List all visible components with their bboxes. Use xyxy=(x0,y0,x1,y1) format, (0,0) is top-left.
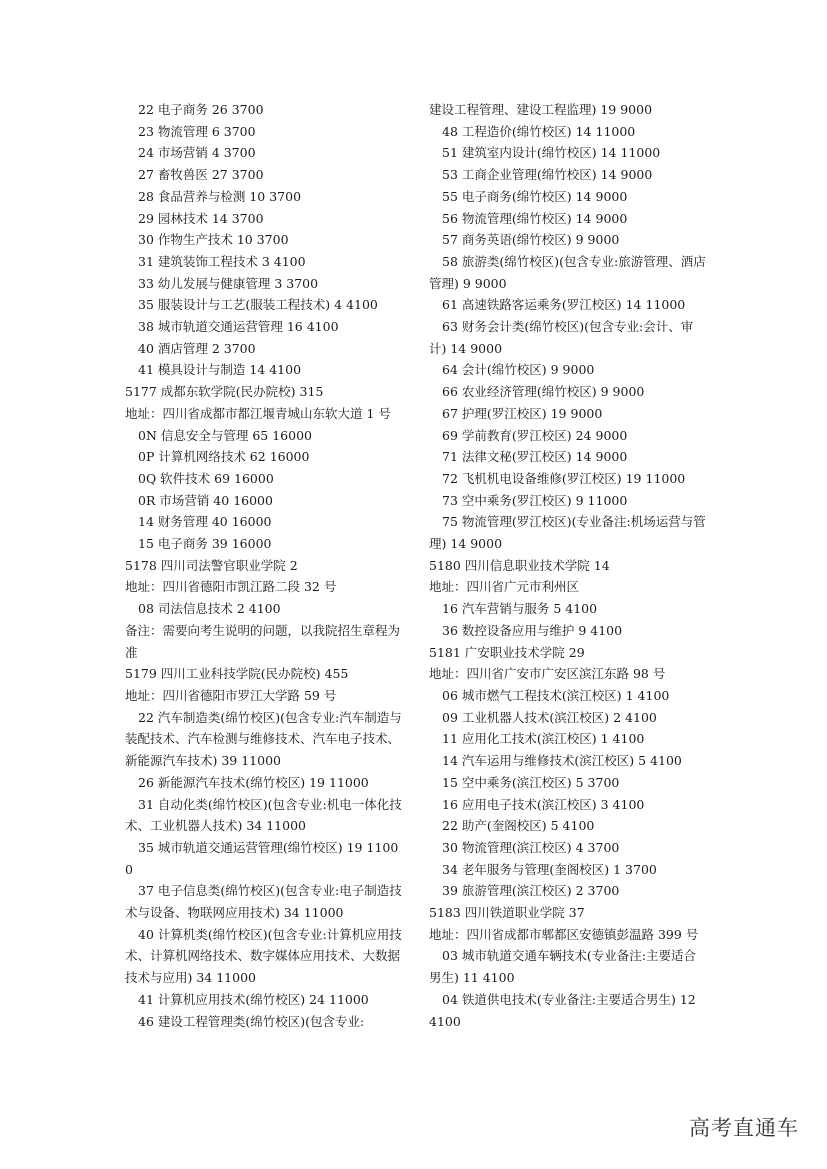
list-item: 建设工程管理、建设工程监理) 19 9000 xyxy=(429,102,653,117)
list-item: 57 商务英语(绵竹校区) 9 9000 xyxy=(442,232,620,248)
left-column xyxy=(125,99,403,1032)
list-item: 地址：四川省德阳市罗江大学路 59 号 xyxy=(125,687,337,703)
list-item: 39 旅游管理(滨江校区) 2 3700 xyxy=(442,883,620,899)
list-item: 38 城市轨道交通运营管理 16 4100 xyxy=(138,319,339,335)
list-item: 5179 四川工业科技学院(民办院校) 455 xyxy=(125,666,349,682)
list-item: 36 数控设备应用与维护 9 4100 xyxy=(442,622,623,638)
list-item: 30 物流管理(滨江校区) 4 3700 xyxy=(442,839,620,855)
list-item: 27 畜牧兽医 27 3700 xyxy=(138,167,264,183)
list-item: 35 城市轨道交通运营管理(绵竹校区) 19 11000 xyxy=(125,839,399,877)
list-item: 16 汽车营销与服务 5 4100 xyxy=(442,601,598,617)
list-item: 35 服装设计与工艺(服装工程技术) 4 4100 xyxy=(138,297,378,313)
list-item: 地址：四川省成都市都江堰青城山东软大道 1 号 xyxy=(125,405,391,421)
list-item: 5178 四川司法警官职业学院 2 xyxy=(125,557,298,573)
list-item: 14 汽车运用与维修技术(滨江校区) 5 4100 xyxy=(442,753,682,769)
right-column xyxy=(429,99,707,1032)
list-item: 31 自动化类(绵竹校区)(包含专业:机电一体化技术、工业机器人技术) 34 11000 xyxy=(125,796,402,834)
list-item: 24 市场营销 4 3700 xyxy=(138,145,256,161)
list-item: 04 铁道供电技术(专业备注:主要适合男生) 12 4100 xyxy=(429,991,696,1029)
list-item: 03 城市轨道交通车辆技术(专业备注:主要适合男生) 11 4100 xyxy=(429,948,696,986)
list-item: 31 建筑装饰工程技术 3 4100 xyxy=(138,253,306,269)
list-item: 34 老年服务与管理(奎阁校区) 1 3700 xyxy=(442,861,657,877)
list-item: 58 旅游类(绵竹校区)(包含专业:旅游管理、酒店管理) 9 9000 xyxy=(429,253,706,291)
list-item: 41 计算机应用技术(绵竹校区) 24 11000 xyxy=(138,991,369,1007)
list-item: 37 电子信息类(绵竹校区)(包含专业:电子制造技术与设备、物联网应用技术) 34 11000 xyxy=(125,883,402,921)
list-item: 69 学前教育(罗江校区) 24 9000 xyxy=(442,427,628,443)
list-item: 地址：四川省德阳市凯江路二段 32 号 xyxy=(125,579,337,595)
list-item: 5183 四川铁道职业学院 37 xyxy=(429,905,585,921)
list-item: 22 助产(奎阁校区) 5 4100 xyxy=(442,818,595,834)
list-item: 48 工程造价(绵竹校区) 14 11000 xyxy=(442,123,636,139)
list-item: 11 应用化工技术(滨江校区) 1 4100 xyxy=(442,731,645,747)
list-item: 0R 市场营销 40 16000 xyxy=(138,492,273,508)
list-item: 0N 信息安全与管理 65 16000 xyxy=(138,427,312,443)
list-item: 备注：需要向考生说明的问题，以我院招生章程为准 xyxy=(125,622,401,660)
list-item: 地址：四川省广安市广安区滨江东路 98 号 xyxy=(429,666,666,682)
list-item: 30 作物生产技术 10 3700 xyxy=(138,232,289,248)
list-item: 16 应用电子技术(滨江校区) 3 4100 xyxy=(442,796,645,812)
list-item: 22 电子商务 26 3700 xyxy=(138,102,264,117)
list-item: 地址：四川省成都市郫都区安德镇彭温路 399 号 xyxy=(429,926,699,942)
list-item: 56 物流管理(绵竹校区) 14 9000 xyxy=(442,210,628,226)
list-item: 73 空中乘务(罗江校区) 9 11000 xyxy=(442,492,628,508)
list-item: 75 物流管理(罗江校区)(专业备注:机场运营与管理) 14 9000 xyxy=(429,514,706,552)
list-item: 06 城市燃气工程技术(滨江校区) 1 4100 xyxy=(442,687,670,703)
watermark-logo: 高考直通车 xyxy=(689,1116,799,1140)
list-item: 地址：四川省广元市利州区 xyxy=(429,579,580,595)
list-item: 14 财务管理 40 16000 xyxy=(138,514,272,530)
list-item: 67 护理(罗江校区) 19 9000 xyxy=(442,405,603,421)
list-item: 26 新能源汽车技术(绵竹校区) 19 11000 xyxy=(138,774,369,790)
list-item: 66 农业经济管理(绵竹校区) 9 9000 xyxy=(442,384,645,400)
list-item: 0Q 软件技术 69 16000 xyxy=(138,470,274,486)
list-item: 23 物流管理 6 3700 xyxy=(138,123,256,139)
list-item: 51 建筑室内设计(绵竹校区) 14 11000 xyxy=(442,145,661,161)
list-item: 5180 四川信息职业技术学院 14 xyxy=(429,557,610,573)
list-item: 29 园林技术 14 3700 xyxy=(138,210,264,226)
list-item: 61 高速铁路客运乘务(罗江校区) 14 11000 xyxy=(442,297,686,313)
list-item: 53 工商企业管理(绵竹校区) 14 9000 xyxy=(442,167,653,183)
list-item: 63 财务会计类(绵竹校区)(包含专业:会计、审计) 14 9000 xyxy=(429,319,694,356)
list-item: 40 酒店管理 2 3700 xyxy=(138,340,256,356)
list-item: 5181 广安职业技术学院 29 xyxy=(429,644,585,660)
list-item: 28 食品营养与检测 10 3700 xyxy=(138,188,302,204)
list-item: 0P 计算机网络技术 62 16000 xyxy=(138,449,310,465)
list-item: 5177 成都东软学院(民办院校) 315 xyxy=(125,384,324,400)
list-item: 33 幼儿发展与健康管理 3 3700 xyxy=(138,275,319,291)
list-item: 71 法律文秘(罗江校区) 14 9000 xyxy=(442,449,628,465)
list-item: 46 建设工程管理类(绵竹校区)(包含专业: xyxy=(138,1013,365,1029)
list-item: 08 司法信息技术 2 4100 xyxy=(138,601,281,617)
list-item: 41 模具设计与制造 14 4100 xyxy=(138,362,302,378)
list-item: 40 计算机类(绵竹校区)(包含专业:计算机应用技术、计算机网络技术、数字媒体应用技术、大数据技术与应用) 34 11000 xyxy=(125,926,402,986)
list-item: 72 飞机机电设备维修(罗江校区) 19 11000 xyxy=(442,470,686,486)
list-item: 15 电子商务 39 16000 xyxy=(138,536,272,552)
list-item: 22 汽车制造类(绵竹校区)(包含专业:汽车制造与装配技术、汽车检测与维修技术、汽车电子技术、新能源汽车技术) 39 11000 xyxy=(125,709,402,769)
list-item: 55 电子商务(绵竹校区) 14 9000 xyxy=(442,188,628,204)
list-item: 15 空中乘务(滨江校区) 5 3700 xyxy=(442,774,620,790)
list-item: 09 工业机器人技术(滨江校区) 2 4100 xyxy=(442,709,657,725)
list-item: 64 会计(绵竹校区) 9 9000 xyxy=(442,362,595,378)
